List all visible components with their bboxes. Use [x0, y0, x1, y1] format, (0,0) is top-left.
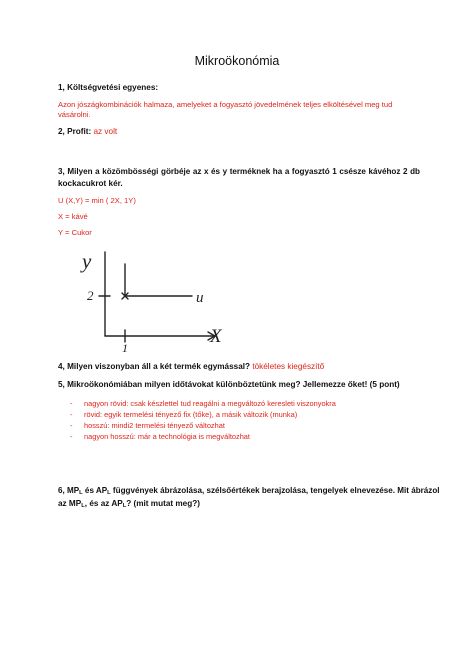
indifference-curve-sketch — [60, 244, 240, 354]
question-6-line-2 — [58, 499, 200, 509]
x-tick-label: 1 — [122, 341, 128, 354]
list-item: - nagyon rövid: csak készlettel tud reagálni a megváltozó keresleti viszonyokra — [58, 398, 336, 409]
x-definition: X = kávé — [58, 212, 88, 221]
question-4 — [58, 362, 324, 371]
curve-label: u — [196, 290, 204, 306]
question-4-label: 4, Milyen viszonyban áll a két termék egymással? — [58, 362, 251, 371]
question-2 — [58, 127, 117, 136]
answer-1-line-2: vásárolni. — [58, 110, 91, 119]
question-5: 5, Mikroökonómiában milyen időtávokat különböztetünk meg? Jellemezze őket! (5 pont) — [58, 380, 400, 389]
question-2-label: 2, Profit: — [58, 127, 92, 136]
q6-subscript: L — [79, 490, 83, 496]
list-item: - nagyon hosszú: már a technológia is megváltozhat — [58, 431, 336, 442]
q6-text-d: az MP — [58, 499, 82, 508]
q6-text-b: és AP — [82, 486, 108, 495]
answer-1-line-1: Azon jószágkombinációk halmaza, amelyeket a fogyasztó jövedelmének teljes elköltésével meg tud — [58, 100, 393, 109]
page-title: Mikroökonómia — [194, 54, 280, 68]
q6-text-f: ? (mit mutat meg?) — [126, 499, 200, 508]
answer-4: tökéletes kiegészítő — [252, 362, 325, 371]
q6-text-a: 6, MP — [58, 486, 80, 495]
question-3-line-2: kockacukrot kér. — [58, 179, 123, 188]
q6-subscript: L — [81, 503, 85, 509]
utility-function: U (X,Y) = min ( 2X, 1Y) — [58, 196, 136, 205]
y-tick-label: 2 — [87, 288, 94, 303]
q6-subscript: L — [122, 503, 127, 509]
answer-2: az volt — [93, 127, 118, 136]
q6-text-c: függvények ábrázolása, szélsőértékek berajzolása, tengelyek elnevezése. Mit ábrázol — [110, 486, 440, 495]
list-item: - rövid: egyik termelési tényező fix (tőke), a másik változik (munka) — [58, 409, 336, 420]
question-1: 1, Költségvetési egyenes: — [58, 83, 159, 92]
q6-subscript: L — [107, 490, 111, 496]
list-item: - hosszú: mindi2 termelési tényező változhat — [58, 420, 336, 431]
time-horizons-list — [58, 398, 336, 442]
y-axis-label: y — [82, 249, 92, 273]
question-6-line-1 — [58, 486, 440, 496]
x-axis-label: X — [210, 326, 222, 347]
y-definition: Y = Cukor — [58, 228, 92, 237]
question-3-line-1: 3, Milyen a közömbösségi görbéje az x és y terméknek ha a fogyasztó 1 csésze kávéhoz 2 db — [58, 167, 420, 176]
q6-text-e: , és az AP — [84, 499, 123, 508]
